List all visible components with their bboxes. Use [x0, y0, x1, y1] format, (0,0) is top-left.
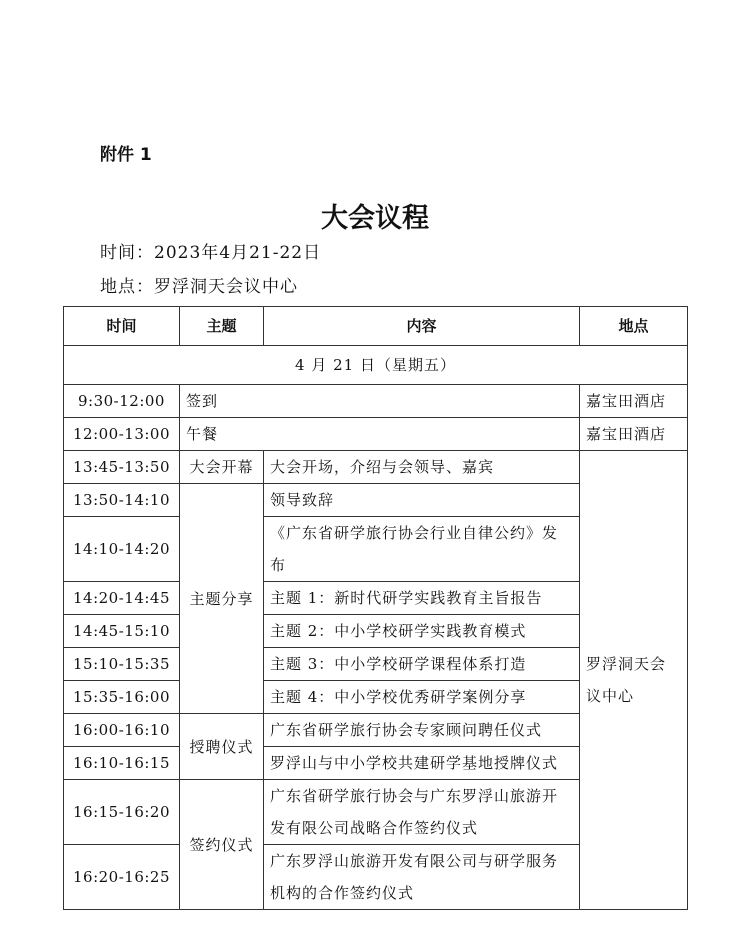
merged-topic-appointment: 授聘仪式 — [180, 714, 264, 780]
attachment-label: 附件 1 — [100, 145, 152, 165]
row-content: 主题 2：中小学校研学实践教育模式 — [264, 615, 580, 648]
row-content: 领导致辞 — [264, 484, 580, 517]
row-time: 16:10-16:15 — [64, 747, 180, 780]
table-row — [64, 385, 688, 418]
row-time: 15:35-16:00 — [64, 681, 180, 714]
row-venue: 嘉宝田酒店 — [580, 418, 688, 451]
header-venue: 地点 — [580, 307, 688, 346]
row-content: 广东省研学旅行协会与广东罗浮山旅游开发有限公司战略合作签约仪式 — [264, 780, 580, 845]
row-topic: 大会开幕 — [180, 451, 264, 484]
row-time: 13:50-14:10 — [64, 484, 180, 517]
row-topic: 午餐 — [180, 418, 580, 451]
row-time: 9:30-12:00 — [64, 385, 180, 418]
row-content: 主题 1：新时代研学实践教育主旨报告 — [264, 582, 580, 615]
table-row — [64, 451, 688, 484]
row-time: 16:15-16:20 — [64, 780, 180, 845]
row-content: 主题 3：中小学校研学课程体系打造 — [264, 648, 580, 681]
day-label: 4 月 21 日（星期五） — [64, 346, 688, 385]
row-content: 主题 4：中小学校优秀研学案例分享 — [264, 681, 580, 714]
row-content: 罗浮山与中小学校共建研学基地授牌仪式 — [264, 747, 580, 780]
merged-topic-sharing: 主题分享 — [180, 484, 264, 714]
row-time: 14:20-14:45 — [64, 582, 180, 615]
table-row — [64, 418, 688, 451]
row-time: 16:00-16:10 — [64, 714, 180, 747]
row-time: 15:10-15:35 — [64, 648, 180, 681]
row-content: 《广东省研学旅行协会行业自律公约》发布 — [264, 517, 580, 582]
row-time: 14:10-14:20 — [64, 517, 180, 582]
row-content: 大会开场，介绍与会领导、嘉宾 — [264, 451, 580, 484]
meeting-place: 地点：罗浮洞天会议中心 — [100, 277, 298, 297]
row-venue: 嘉宝田酒店 — [580, 385, 688, 418]
row-time: 13:45-13:50 — [64, 451, 180, 484]
meeting-time: 时间：2023年4月21-22日 — [100, 243, 322, 263]
row-time: 14:45-15:10 — [64, 615, 180, 648]
header-topic: 主题 — [180, 307, 264, 346]
merged-venue: 罗浮洞天会议中心 — [580, 451, 688, 910]
row-time: 12:00-13:00 — [64, 418, 180, 451]
page-title: 大会议程 — [321, 203, 429, 234]
row-time: 16:20-16:25 — [64, 845, 180, 910]
row-content: 广东罗浮山旅游开发有限公司与研学服务机构的合作签约仪式 — [264, 845, 580, 910]
agenda-table — [63, 306, 688, 910]
row-topic: 签到 — [180, 385, 580, 418]
row-content: 广东省研学旅行协会专家顾问聘任仪式 — [264, 714, 580, 747]
header-time: 时间 — [64, 307, 180, 346]
header-content: 内容 — [264, 307, 580, 346]
day-row — [64, 346, 688, 385]
merged-topic-signing: 签约仪式 — [180, 780, 264, 910]
header-row — [64, 307, 688, 346]
